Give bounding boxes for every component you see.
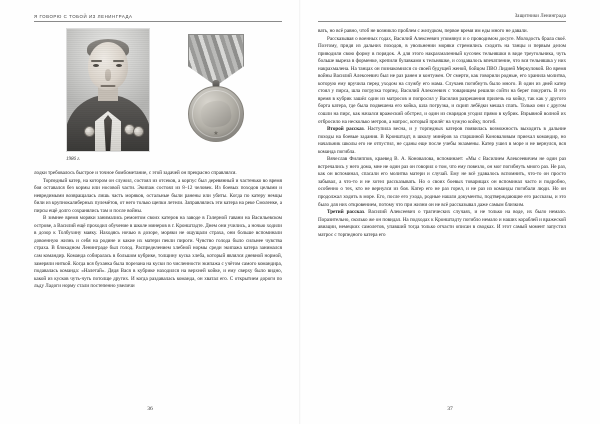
medal-disc-icon: ★ [188, 86, 244, 142]
page-number-left: 36 [147, 406, 153, 412]
soviet-medal-image [172, 28, 260, 164]
paragraph: Рассказывая о военных годах, Василий Алексеевич упомянул и о проводимом досуге. Молодость брала своё. Поэтому, придя из дальних походов, в увольнении моряки стремились сходить на танцы и первым делом приводили свою форму в порядок. А для этого накрахмаленный кусочек тельняшки в виде треугольника, чуть больше выреза в форменке, крепили булавками к тельняшке, и создавалось впечатление, что вся тельняшка у них накрахмалена. На танцах он познакомился со своей будущей женой, бойцом ПВО Лидией Меркуловой. Во время войны Василий Алексеевич был не раз ранен и контужен. От смерти, как говорили родные, его хранила молитва, которую ему вручила перед уходом на службу его мама. Случаев погибнуть было много. В один из дней катер стоял у пирса, шла погрузка торпед. Василий Алексеевич с товарищем решили сойти на берег покурить. В это время в кубрик зашёл один из матросов и попросил у Василия разрешения прилечь на койку, так как у другого борта катера, где была подвешена его койка, шла погрузка, и скрип лебёдки мешал спать. Только они с другом сошли на пирс, как начался вражеский обстрел, и один из снарядов угодил прямо в кубрик. Взрывной волной их отбросило на несколько метров, а матрос, который прилёг на чужую койку, погиб. [318, 35, 566, 125]
right-page [300, 0, 600, 424]
left-column-text [34, 170, 282, 291]
portrait-caption: 1986 г. [66, 157, 81, 162]
portrait-figure [56, 28, 160, 162]
story-heading: Третий рассказ [327, 209, 364, 216]
running-head-left: Я ГОВОРЮ С ТОБОЙ ИЗ ЛЕНИНГРАДА [34, 14, 133, 19]
story-heading: Второй рассказ [327, 126, 364, 133]
portrait-photograph [66, 28, 150, 152]
paragraph: Торпедный катер, на котором он служил, состоял из отсеков, а корпус был деревянный и частенько во время боя оставался без кормы или носовой части. Экипаж состоял из 8–12 человек. Из боевых походов целыми и невредимыми возвращалась лишь часть моряков, остальные были ранены или убиты. Когда по катеру немцы били из крупнокалиберных пулемётов, от него только щепки летели. Заправлялись эти катера на реке Смоленке, а пирсы ещё долго сохранялись там и после войны. [34, 177, 282, 214]
running-head-right: Защитники Ленинграда [514, 14, 566, 19]
paragraph: лодки требовалось быстрое и точное бомбометание, с этой задачей он прекрасно справлялся. [34, 170, 237, 176]
paragraph-with-lead: Третий рассказ. Василий Алексеевич о трагических случаях, и не только на воде, их было немало. Поразительно, сколько же он повидал. На подходах к Кронштадту погибло немало и наших кораблей и вражеской авиации, немецких самолетов, упавший тогда только отчасти описан в сводках. И этот самый момент запустил матрос с торпедного катера его [318, 209, 567, 238]
paragraph: вать, но всё равно, чтоб не возникло проблем с желудком, первое время им еды много не давали. [318, 28, 528, 34]
paragraph: В зимнее время моряки занимались ремонтом своих катеров на заводе в Галерной гавани на Васильевском острове, а Василий ещё проходил обучение в школе минеров в г. Кронштадте. Днем они учились, а ночью ходили в дозор к Толбухину маяку. Находясь ночью в дозоре, моряки не ощущали страха, они больше вспоминали довоенную жизнь и себя на родине и какие их матери пекли пироги. Чувство голода было сильнее чувства страха. В блокадном Ленинграде был голод. Распределением хлебной нормы среди экипажа катера занимался сам командир. Команда собиралась в большом кубрике, толщину куска хлеба, который являлся дневной нормой, замеряли ниткой. Когда вся буханка была порезана на куски по численности экипажа с учётом самого командира, подавалась команда: «Налетай». Дядя Вася в кубрике находился на верхней койке, и ему сверху было видно, какой из кусков чуть-чуть потолще других. И когда раздавалась команда, он хватал его. С открытием дороги по льду Ладоги норму стали постепенно увеличи [34, 215, 282, 290]
medal-ribbon-icon [188, 34, 244, 86]
paragraph-with-lead: Второй рассказ. Наступила весна, и у торпедных катеров появилась возможность выходить в дальние походы на боевые задания. В Кронштадт, в школу минёров за старшиной Коноваловым приехал командир, но начальник школы его не отпустил, не сданы еще после учебы экзамены. Катер ушел в море и не вернулся, вся команда погибла. [318, 126, 567, 155]
right-column-text [318, 28, 566, 239]
running-head-rule-left [34, 21, 282, 22]
running-head-rule-right [318, 21, 566, 22]
page-number-right: 37 [447, 406, 453, 412]
paragraph: Вячеслав Филиппов, краевед В. А. Коновалова, вспоминает: «Мы с Василием Алексеевичем не один раз встречались у него дома, мне не один раз он говорил о том, что ему повезло, он мог погибнуть много раз. Не раз, как он вспоминал, спасали его молитва матери и случай. Ему не всё удавалось вспомнить, что-то он просто забывал, а что-то и не хотел рассказывать. Но о своих боевых товарищах он вспоминал часто и подробно, особенно о тех, кто не вернулся из боя. Катер его не раз горел, и не раз из команды погибали люди. Но он продолжал ходить в море. Его, после его ухода, родные нашли документы, подтверждающие его рассказы, и это было для них откровением, потому что при жизни он не всё рассказывал даже самым близким. [318, 156, 566, 208]
figure-group [34, 28, 282, 168]
